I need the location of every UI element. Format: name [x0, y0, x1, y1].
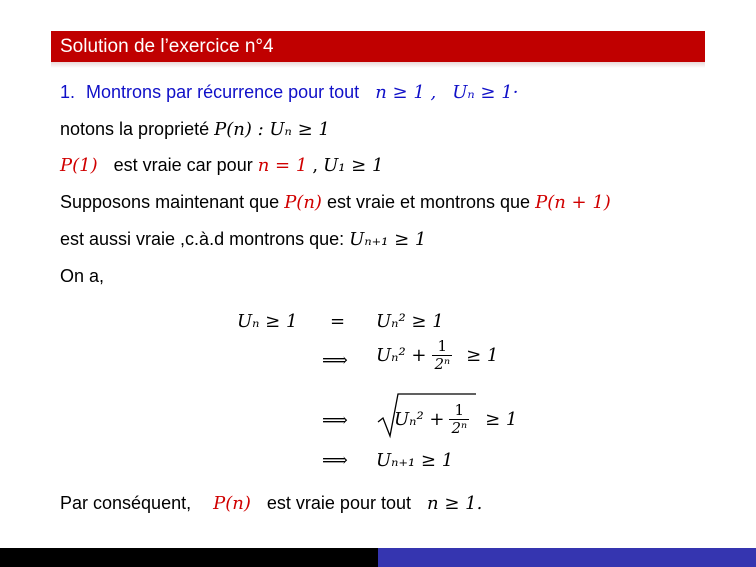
line3-sep: ,	[312, 155, 319, 176]
line5-text: est aussi vraie ,c.à.d montrons que:	[60, 229, 345, 249]
eq2-tail: ≥ 1	[466, 344, 499, 366]
concl-math-a: P(n)	[213, 493, 251, 514]
sqrt-group	[376, 396, 469, 436]
concl-text-b: est vraie pour tout	[266, 493, 411, 513]
concl-math-b: n ≥ 1.	[427, 493, 483, 514]
line4-text-a: Supposons maintenant que	[60, 192, 280, 212]
title-shadow	[51, 62, 705, 68]
line-6	[60, 266, 104, 287]
eq3-tail: ≥ 1	[485, 408, 518, 430]
sqrt-icon	[376, 392, 476, 442]
eq1-rel: =	[330, 311, 346, 332]
eq1-left: Uₙ ≥ 1	[237, 311, 298, 332]
eq2-fraction	[432, 338, 452, 372]
eq2-rel: ⟹	[322, 350, 348, 371]
line1-math-b: Uₙ ≥ 1·	[452, 82, 519, 103]
line3-math-a: P(1)	[60, 155, 98, 176]
line2-text: notons la proprieté	[60, 119, 210, 139]
eq3-term: Uₙ² +	[394, 408, 445, 430]
concl-text-a: Par conséquent,	[60, 493, 192, 513]
eq4-rel: ⟹	[322, 450, 348, 471]
line1-text: Montrons par récurrence pour tout	[86, 82, 360, 102]
eq3-num: 1	[449, 402, 469, 420]
line-3	[60, 155, 383, 176]
line-5	[60, 229, 426, 250]
slide-title-bar	[51, 31, 705, 62]
conclusion-line	[60, 493, 482, 514]
slide-title: Solution de l’exercice n°4	[60, 35, 274, 57]
eq1-right: Uₙ² ≥ 1	[376, 311, 444, 332]
footer-left-bar	[0, 548, 378, 567]
line3-text: est vraie car pour	[113, 155, 253, 175]
eq3-right	[376, 396, 517, 436]
line6-text: On a,	[60, 266, 105, 286]
line4-math-b: P(n + 1)	[535, 192, 611, 213]
footer-right-bar	[378, 548, 756, 567]
line3-math-b: n = 1	[257, 155, 308, 176]
line2-math: P(n) : Uₙ ≥ 1	[214, 119, 330, 140]
eq2-right	[376, 338, 498, 372]
eq3-rel: ⟹	[322, 410, 348, 431]
line5-math: Uₙ₊₁ ≥ 1	[349, 229, 427, 250]
line4-math-a: P(n)	[284, 192, 322, 213]
eq2-num: 1	[432, 338, 452, 356]
eq2-den: 2ⁿ	[434, 354, 451, 373]
eq4-right: Uₙ₊₁ ≥ 1	[376, 450, 454, 471]
line4-text-b: est vraie et montrons que	[326, 192, 531, 212]
line-4	[60, 192, 611, 213]
line1-math-a: n ≥ 1 ,	[375, 82, 437, 103]
line-1	[60, 82, 518, 103]
eq2-term: Uₙ² +	[376, 344, 427, 366]
eq3-den: 2ⁿ	[451, 418, 468, 437]
line3-math-c: U₁ ≥ 1	[323, 155, 384, 176]
item-number: 1.	[60, 82, 76, 102]
line-2	[60, 119, 330, 140]
